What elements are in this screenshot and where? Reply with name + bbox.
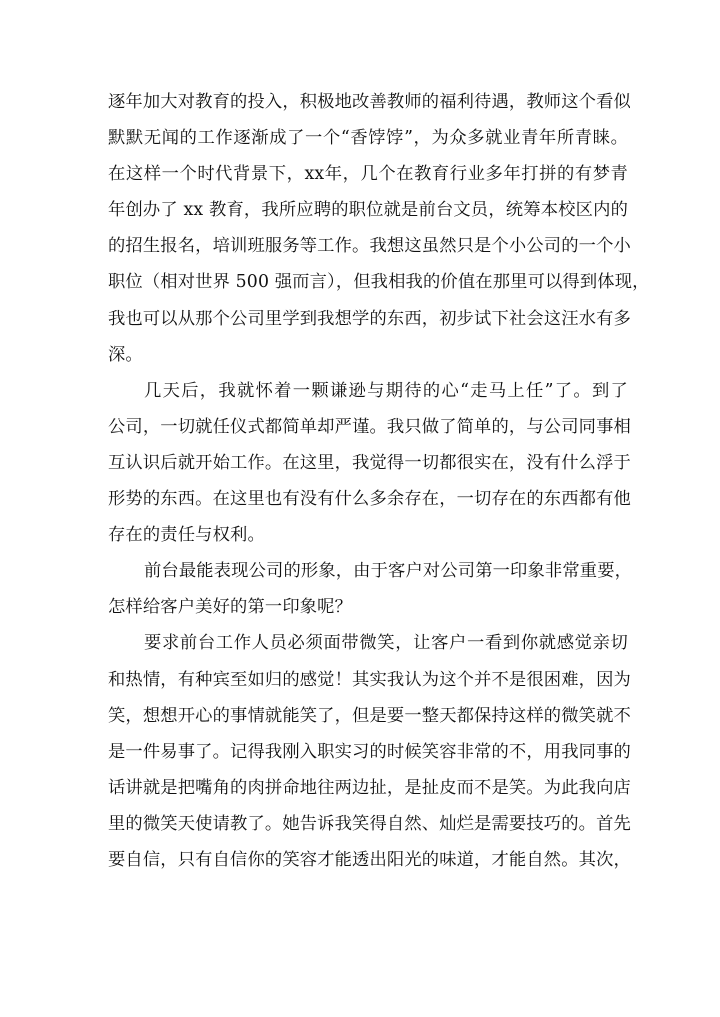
text-line: 在这样一个时代背景下，xx年，几个在教育行业多年打拼的有梦青: [108, 164, 628, 185]
text-line: 职位（相对世界 500 强而言），但我相我的价值在那里可以得到体现，: [108, 272, 650, 293]
text-line: 逐年加大对教育的投入，积极地改善教师的福利待遇，教师这个看似: [108, 92, 631, 112]
text-line: 话讲就是把嘴角的肉拼命地往两边扯，是扯皮而不是笑。为此我向店: [108, 777, 631, 798]
text-line: 要自信，只有自信你的笑容才能透出阳光的味道，才能自然。其次，: [108, 849, 631, 870]
text-line: 里的微笑天使请教了。她告诉我笑得自然、灿烂是需要技巧的。首先: [108, 813, 631, 834]
text-line: 存在的责任与权利。: [108, 525, 265, 546]
paragraph-start-line: 要求前台工作人员必须面带微笑，让客户一看到你就感觉亲切: [144, 633, 628, 654]
paragraph-start-line: 前台最能表现公司的形象，由于客户对公司第一印象非常重要，: [144, 561, 633, 582]
text-line: 怎样给客户美好的第一印象呢？: [108, 597, 353, 618]
text-line: 互认识后就开始工作。在这里，我觉得一切都很实在，没有什么浮于: [108, 452, 631, 473]
document-page: [108, 84, 650, 878]
text-line: 的招生报名，培训班服务等工作。我想这虽然只是个小公司的一个小: [108, 236, 631, 257]
text-line: 深。: [108, 344, 143, 365]
text-line: 和热情，有种宾至如归的感觉！其实我认为这个并不是很困难，因为: [108, 669, 631, 690]
text-line: 年创办了 xx 教育，我所应聘的职位就是前台文员，统筹本校区内的: [108, 200, 628, 221]
text-line: 默默无闻的工作逐渐成了一个“香饽饽”，为众多就业青年所青睐。: [108, 128, 628, 149]
paragraph-start-line: 几天后，我就怀着一颗谦逊与期待的心“走马上任”了。到了: [144, 380, 628, 401]
text-line: 是一件易事了。记得我刚入职实习的时候笑容非常的不，用我同事的: [108, 741, 631, 762]
text-line: 公司，一切就任仪式都简单却严谨。我只做了简单的，与公司同事相: [108, 416, 631, 437]
text-line: 笑，想想开心的事情就能笑了，但是要一整天都保持这样的微笑就不: [108, 705, 631, 726]
text-line: 形势的东西。在这里也有没有什么多余存在，一切存在的东西都有他: [108, 489, 631, 510]
text-line: 我也可以从那个公司里学到我想学的东西，初步试下社会这汪水有多: [108, 308, 631, 329]
